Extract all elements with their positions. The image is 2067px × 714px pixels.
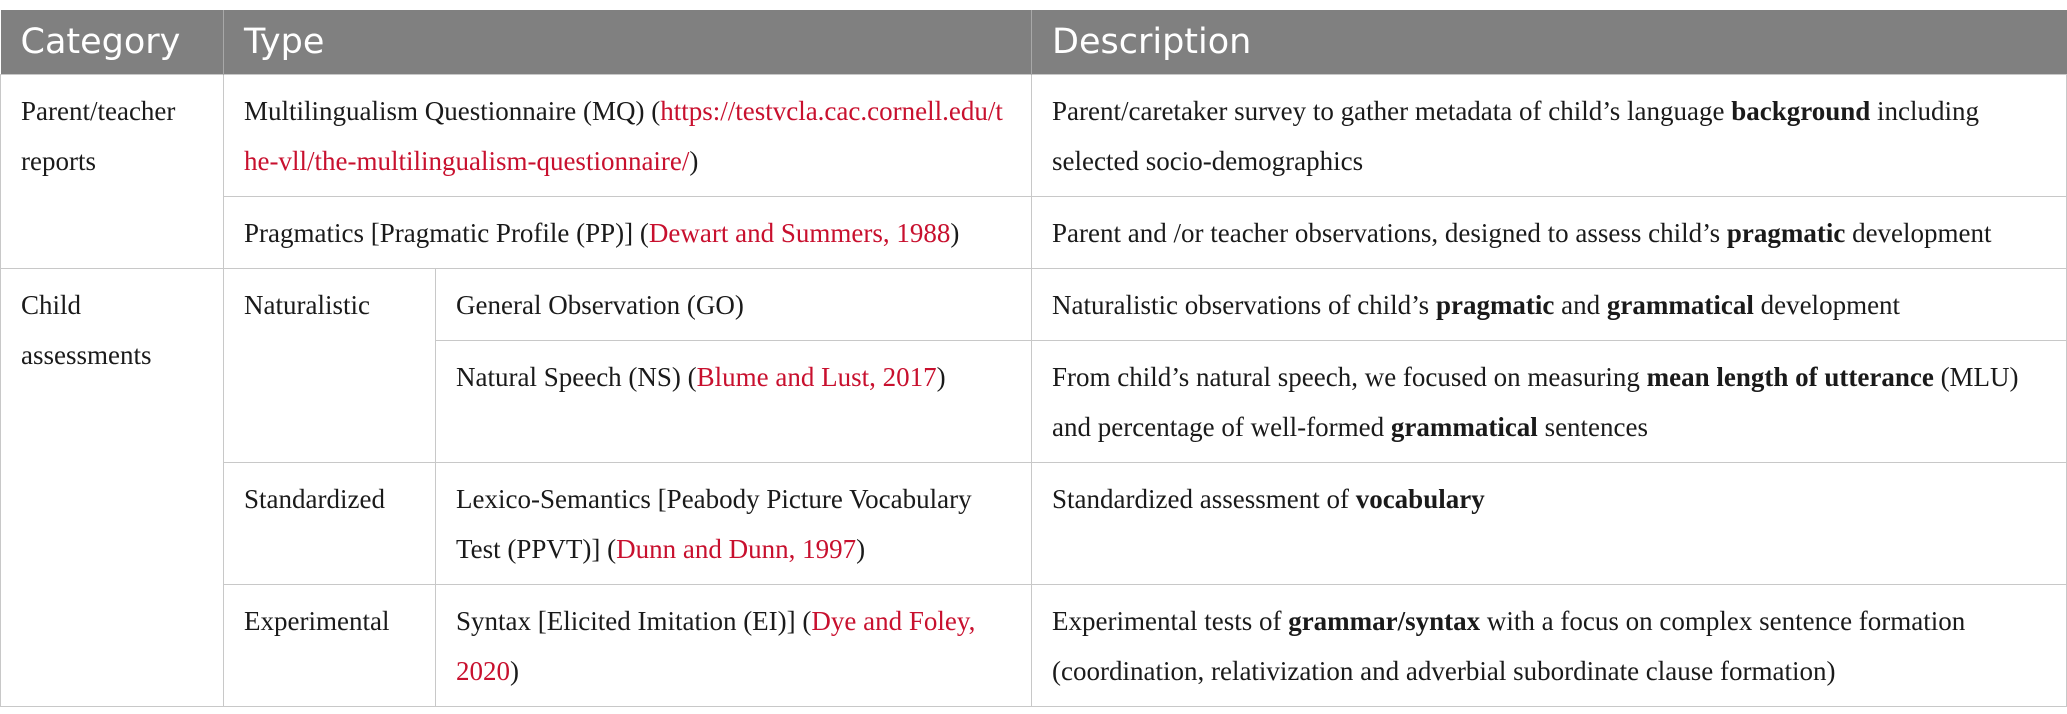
type-text: Pragmatics [Pragmatic Profile (PP)] (: [244, 218, 649, 248]
desc-bold: background: [1731, 96, 1871, 126]
desc-text: Parent and /or teacher observations, designed to assess child’s: [1052, 218, 1727, 248]
reference-link-dunn[interactable]: Dunn and Dunn, 1997: [616, 534, 857, 564]
table-row: [1, 585, 2067, 707]
reference-link-dewart[interactable]: Dewart and Summers, 1988: [648, 218, 951, 248]
subcategory-cell-experimental: Experimental: [224, 585, 436, 707]
desc-bold: pragmatic: [1726, 218, 1846, 248]
category-cell-parent: Parent/teacher reports: [1, 75, 224, 269]
description-cell-ns: [1032, 341, 2067, 463]
description-cell-go: [1032, 269, 2067, 341]
type-cell-mq: [224, 75, 1032, 197]
desc-text-end: sentences: [1537, 412, 1649, 442]
type-cell-ei: [436, 585, 1032, 707]
type-text-end: ): [856, 534, 866, 564]
desc-bold: mean length of utterance: [1646, 362, 1934, 392]
type-text: Lexico-Semantics [Peabody Picture Vocabulary Test (PPVT)] (: [456, 484, 972, 564]
type-cell-pp: [224, 197, 1032, 269]
reference-link-blume[interactable]: Blume and Lust, 2017: [696, 362, 937, 392]
table-row: [1, 463, 2067, 585]
type-cell-ns: [436, 341, 1032, 463]
table-row: [1, 269, 2067, 341]
questionnaire-link[interactable]: https://testvcla.cac.cornell.edu/the-vll/the-multilingualism-questionnaire/: [244, 96, 1003, 176]
desc-text: Standardized assessment of: [1052, 484, 1356, 514]
description-cell-pp: [1032, 197, 2067, 269]
desc-bold: grammatical: [1390, 412, 1538, 442]
type-cell-go: General Observation (GO): [436, 269, 1032, 341]
type-text-end: ): [510, 656, 519, 686]
subcategory-cell-standardized: Standardized: [224, 463, 436, 585]
desc-bold: vocabulary: [1355, 484, 1485, 514]
desc-text: (MLU) and percentage of well-formed: [1052, 362, 2019, 442]
type-text-end: ): [950, 218, 960, 248]
table-container: [0, 10, 2067, 707]
header-row: [1, 10, 2067, 75]
desc-bold: pragmatic: [1435, 290, 1555, 320]
description-cell-ppvt: [1032, 463, 2067, 585]
desc-text: From child’s natural speech, we focused on measuring: [1052, 362, 1647, 392]
desc-text: Experimental tests of: [1052, 606, 1289, 636]
description-cell-ei: [1032, 585, 2067, 707]
assessment-table: [0, 10, 2067, 707]
desc-text-end: development: [1753, 290, 1901, 320]
header-category: Category: [1, 10, 224, 75]
desc-text-end: with a focus on complex sentence formation (coordination, relativization and adverbial subordinate clause formation): [1052, 606, 1966, 686]
desc-text-end: including selected socio-demographics: [1052, 96, 1980, 176]
desc-text: Parent/caretaker survey to gather metadata of child’s language: [1052, 96, 1732, 126]
table-row: [1, 197, 2067, 269]
desc-text-end: development: [1845, 218, 1992, 248]
subcategory-cell-naturalistic: Naturalistic: [224, 269, 436, 463]
desc-text: and: [1554, 290, 1607, 320]
type-text-end: ): [936, 362, 946, 392]
type-cell-ppvt: [436, 463, 1032, 585]
type-text: Multilingualism Questionnaire (MQ) (: [244, 96, 661, 126]
type-text: Syntax [Elicited Imitation (EI)] (: [456, 606, 812, 636]
header-description: Description: [1032, 10, 2067, 75]
desc-text: Naturalistic observations of child’s: [1052, 290, 1436, 320]
reference-link-dye[interactable]: Dye and Foley, 2020: [456, 606, 976, 686]
table-row: [1, 75, 2067, 197]
desc-bold: grammatical: [1606, 290, 1754, 320]
header-type: Type: [224, 10, 1032, 75]
type-text: Natural Speech (NS) (: [456, 362, 697, 392]
type-text-end: ): [689, 146, 699, 176]
description-cell-mq: [1032, 75, 2067, 197]
category-cell-child: Child assessments: [1, 269, 224, 707]
desc-bold: grammar/syntax: [1288, 606, 1481, 636]
